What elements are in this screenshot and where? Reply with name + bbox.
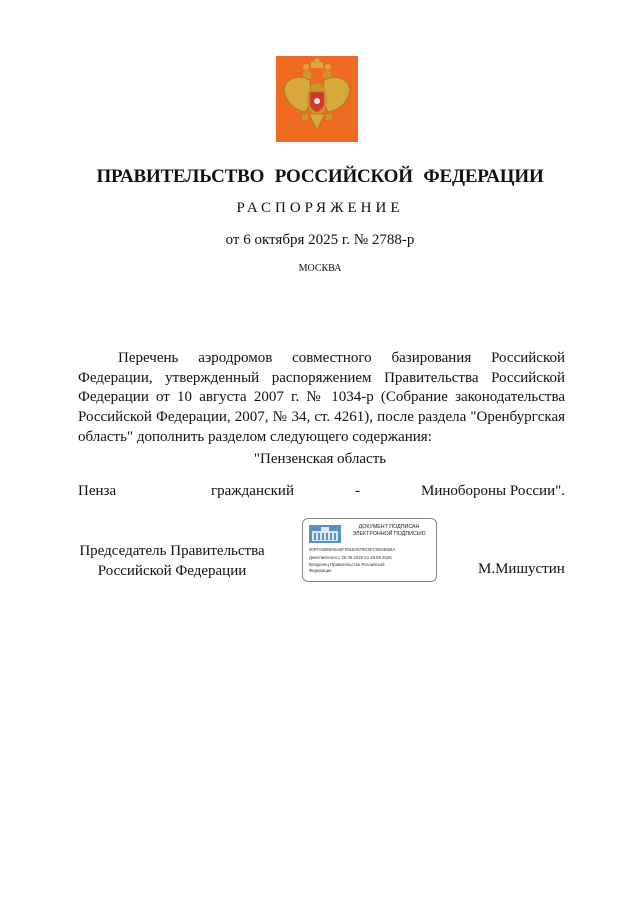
certificate-owner-line-2: Федерации xyxy=(309,568,332,573)
certificate-validity: Действителен с 26.06.2025 по 19.09.2026 xyxy=(309,555,392,560)
coat-of-arms-emblem xyxy=(276,56,358,142)
stamp-heading-line-2: ЭЛЕКТРОННОЙ ПОДПИСЬЮ xyxy=(352,531,426,537)
coat-of-arms-icon xyxy=(276,56,358,142)
position-line-2: Российской Федерации xyxy=(97,562,247,579)
document-type: РАСПОРЯЖЕНИЕ xyxy=(236,200,404,216)
document-city: МОСКВА xyxy=(298,263,342,274)
certificate-serial: 00FFA0069A6AEF0915A579C5FC0623565A xyxy=(309,547,396,552)
section-title: "Пензенская область xyxy=(253,451,387,467)
certificate-owner-line-1: Владелец Правительство Российской xyxy=(309,562,385,567)
position-line-1: Председатель Правительства xyxy=(79,543,265,559)
airfield-owner: Минобороны России". xyxy=(421,483,565,499)
stamp-heading xyxy=(343,524,435,538)
order-paragraph: Перечень аэродромов совместного базирования Российской Федерации, утвержденный распоряжением Правительства Российской Федерации от 10 августа 2007 г. № 1034-р (Собрание законодательства Российской Федерации, 2007, № 34, ст. 4261), после раздела "Оренбургская область" дополнить разделом следующего содержания: xyxy=(78,350,565,445)
airfield-dash: - xyxy=(355,483,360,499)
document-date-number: от 6 октября 2025 г. № 2788-р xyxy=(225,232,415,248)
government-building-icon xyxy=(309,525,341,543)
signatory-position xyxy=(76,542,268,581)
government-title: ПРАВИТЕЛЬСТВО РОССИЙСКОЙ ФЕДЕРАЦИИ xyxy=(96,166,544,187)
signatory-name: М.Мишустин xyxy=(478,561,565,577)
airfield-name: Пенза xyxy=(78,483,117,499)
electronic-signature-stamp xyxy=(302,518,437,582)
stamp-heading-line-1: ДОКУМЕНТ ПОДПИСАН xyxy=(358,524,420,530)
airfield-type: гражданский xyxy=(211,483,294,499)
